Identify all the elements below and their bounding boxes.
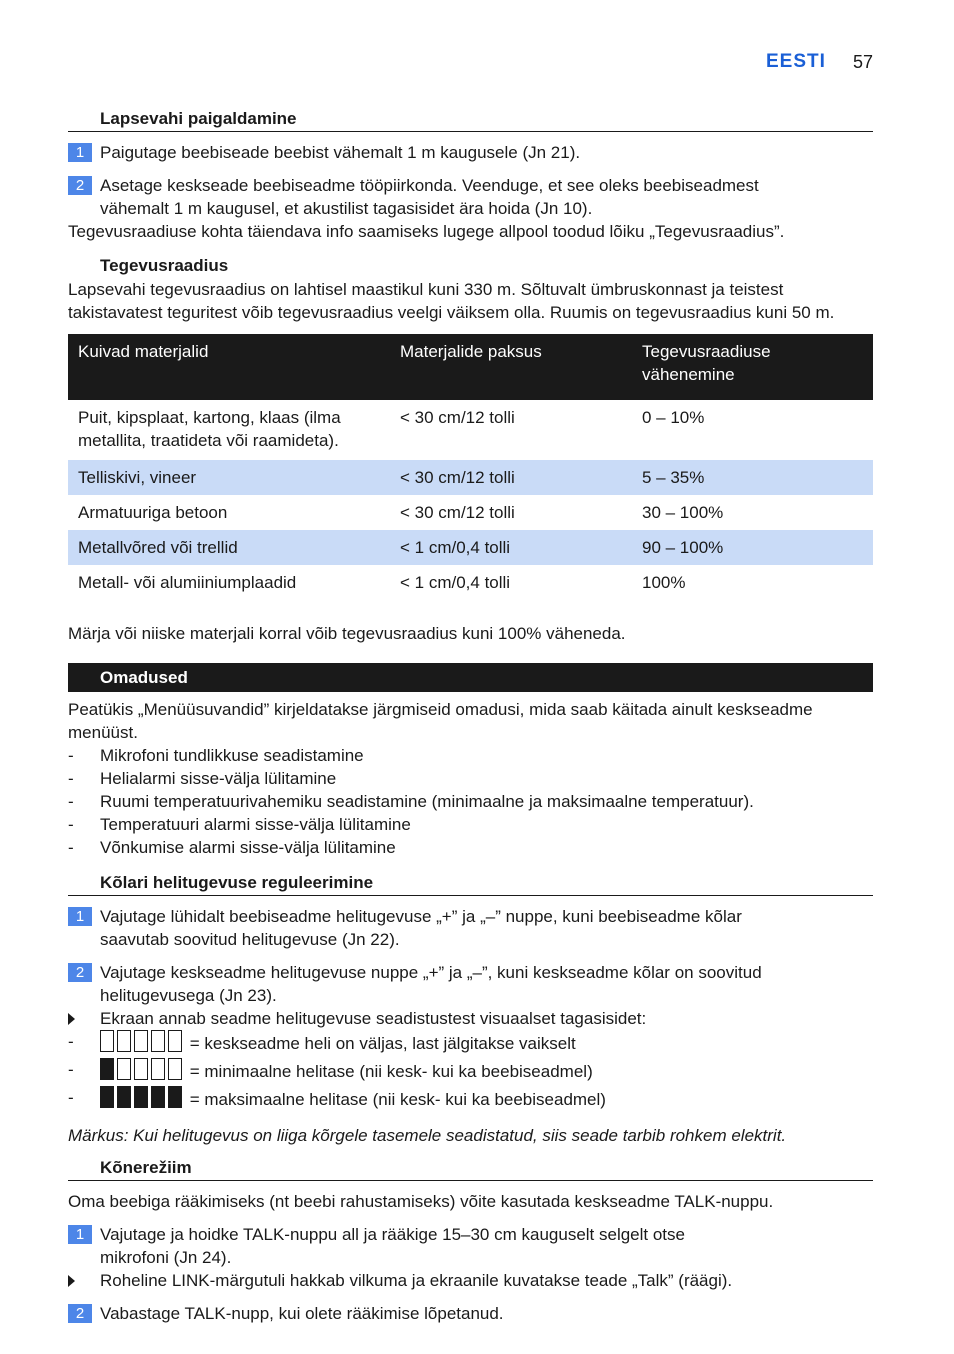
installation-step-1 xyxy=(68,141,873,164)
cell-reduction: 100% xyxy=(642,573,686,592)
feature-item-text: Temperatuuri alarmi sisse-välja lülitamine xyxy=(100,815,411,834)
cell-material: Telliskivi, vineer xyxy=(68,460,390,495)
cell-thickness: < 30 cm/12 tolli xyxy=(400,503,515,522)
step-text-line: vähemalt 1 m kaugusel, et akustilist tagasisidet ära hoida (Jn 10). xyxy=(100,199,593,218)
feature-item: - Võnkumise alarmi sisse-välja lülitamine xyxy=(68,838,396,857)
column-header-reduction xyxy=(632,334,873,400)
volume-bars-icon xyxy=(100,1058,185,1086)
volume-level-max: - = maksimaalne helitase (nii kesk- kui ka beebiseadmel) xyxy=(68,1086,873,1114)
talk-result-text: Roheline LINK-märgutuli hakkab vilkuma ja ekraanile kuvatakse teade „Talk” (räägi). xyxy=(100,1271,733,1290)
volume-bars-icon xyxy=(100,1030,185,1058)
feedback-result xyxy=(68,1007,873,1030)
cell-reduction: 0 – 10% xyxy=(642,408,705,427)
cell-line: metallita, traatideta või raamideta). xyxy=(78,431,339,450)
feature-item: - Ruumi temperatuurivahemiku seadistamine (minimaalne ja maksimaalne temperatuur). xyxy=(68,792,754,811)
features-text-line: menüüst. xyxy=(68,723,138,742)
step-number: 1 xyxy=(68,143,92,162)
feature-item-text: Helialarmi sisse-välja lülitamine xyxy=(100,769,337,788)
range-text-line: takistavatest teguritest võib tegevusraadius veelgi väiksem olla. Ruumis on tegevusraadius kuni 50 m. xyxy=(68,303,835,322)
feature-item: - Helialarmi sisse-välja lülitamine xyxy=(68,769,337,788)
section-title-talk-mode: Kõnerežiim xyxy=(68,1156,873,1181)
result-arrow-icon xyxy=(68,1013,75,1025)
cell-line: Puit, kipsplaat, kartong, klaas (ilma xyxy=(78,408,341,427)
page-number: 57 xyxy=(853,52,874,72)
cell-reduction: 5 – 35% xyxy=(632,460,873,495)
volume-step-2 xyxy=(68,961,873,1007)
result-arrow-icon xyxy=(68,1275,75,1287)
step-number: 1 xyxy=(68,907,92,926)
cell-thickness: < 1 cm/0,4 tolli xyxy=(400,573,511,592)
cell-thickness: < 30 cm/12 tolli xyxy=(390,460,632,495)
step-number: 2 xyxy=(68,176,92,195)
page-content xyxy=(68,107,873,1335)
volume-level-text: = minimaalne helitase (nii kesk- kui ka beebiseadmel) xyxy=(189,1062,593,1081)
step-number: 1 xyxy=(68,1225,92,1244)
step-text-line: Vajutage lühidalt beebiseadme helitugevuse „+” ja „–” nuppe, kuni beebiseadme kõlar xyxy=(100,907,742,926)
header-line: Tegevusraadiuse xyxy=(642,342,771,361)
column-header-thickness: Materjalide paksus xyxy=(390,334,632,400)
installation-step-2 xyxy=(68,174,873,220)
feedback-text: Ekraan annab seadme helitugevuse seadistustest visuaalset tagasisidet: xyxy=(100,1009,647,1028)
step-number: 2 xyxy=(68,1304,92,1323)
feature-item: - Mikrofoni tundlikkuse seadistamine xyxy=(68,746,364,765)
section-title-features: Omadused xyxy=(68,663,873,692)
table-row xyxy=(68,565,873,600)
step-text: Vabastage TALK-nupp, kui olete rääkimise lõpetanud. xyxy=(100,1304,504,1323)
materials-table xyxy=(68,334,873,600)
header-line: vähenemine xyxy=(642,365,735,384)
feature-item-text: Võnkumise alarmi sisse-välja lülitamine xyxy=(100,838,396,857)
cell-material: Metallvõred või trellid xyxy=(68,530,390,565)
cell-reduction: 90 – 100% xyxy=(632,530,873,565)
step-text-line: Vajutage ja hoidke TALK-nuppu all ja rääkige 15–30 cm kauguselt selgelt otse xyxy=(100,1225,685,1244)
volume-level-off: - = keskseadme heli on väljas, last jälgitakse vaikselt xyxy=(68,1030,873,1058)
volume-note: Märkus: Kui helitugevus on liiga kõrgele tasemele seadistatud, siis seade tarbib rohkem elektrit. xyxy=(68,1126,787,1145)
step-number: 2 xyxy=(68,963,92,982)
table-header-row xyxy=(68,334,873,400)
volume-level-text: = keskseadme heli on väljas, last jälgitakse vaikselt xyxy=(189,1034,576,1053)
step-text-line: saavutab soovitud helitugevuse (Jn 22). xyxy=(100,930,400,949)
step-text-line: Vajutage keskseadme helitugevuse nuppe „+” ja „–”, kuni keskseadme kõlar on soovitud xyxy=(100,963,762,982)
table-row xyxy=(68,400,873,460)
features-text-line: Peatükis „Menüüsuvandid” kirjeldatakse järgmiseid omadusi, mida saab käitada ainult keskseadme xyxy=(68,700,813,719)
talk-step-1 xyxy=(68,1223,873,1269)
step-text: Paigutage beebiseade beebist vähemalt 1 m kaugusele (Jn 21). xyxy=(100,143,581,162)
cell-thickness: < 1 cm/0,4 tolli xyxy=(390,530,632,565)
table-row xyxy=(68,460,873,495)
range-text-line: Lapsevahi tegevusraadius on lahtisel maastikul kuni 330 m. Sõltuvalt ümbruskonnast ja teistest xyxy=(68,280,784,299)
feature-item: - Temperatuuri alarmi sisse-välja lülitamine xyxy=(68,815,411,834)
feature-item-text: Ruumi temperatuurivahemiku seadistamine (minimaalne ja maksimaalne temperatuur). xyxy=(100,792,754,811)
cell-thickness: < 30 cm/12 tolli xyxy=(400,408,515,427)
language-label: EESTI xyxy=(766,51,826,72)
section-title-installation: Lapsevahi paigaldamine xyxy=(68,107,873,132)
volume-level-min: - = minimaalne helitase (nii kesk- kui ka beebiseadmel) xyxy=(68,1058,873,1086)
volume-level-text: = maksimaalne helitase (nii kesk- kui ka beebiseadmel) xyxy=(189,1090,606,1109)
feature-item-text: Mikrofoni tundlikkuse seadistamine xyxy=(100,746,364,765)
volume-bars-icon xyxy=(100,1086,185,1114)
range-info-text: Tegevusraadiuse kohta täiendava info saamiseks lugege allpool toodud lõiku „Tegevusraadius”. xyxy=(68,222,785,241)
step-text-line: helitugevusega (Jn 23). xyxy=(100,986,277,1005)
volume-step-1 xyxy=(68,905,873,951)
section-title-range: Tegevusraadius xyxy=(100,256,229,275)
wet-material-note: Märja või niiske materjali korral võib tegevusraadius kuni 100% väheneda. xyxy=(68,624,626,643)
table-row xyxy=(68,495,873,530)
cell-material: Armatuuriga betoon xyxy=(78,503,228,522)
talk-step-2 xyxy=(68,1302,873,1325)
step-text-line: mikrofoni (Jn 24). xyxy=(100,1248,232,1267)
table-row xyxy=(68,530,873,565)
cell-reduction: 30 – 100% xyxy=(642,503,724,522)
cell-material: Metall- või alumiiniumplaadid xyxy=(78,573,297,592)
step-text-line: Asetage keskseade beebiseadme tööpiirkonda. Veenduge, et see oleks beebiseadmest xyxy=(100,176,759,195)
cell-material xyxy=(68,400,390,460)
column-header-material: Kuivad materjalid xyxy=(68,334,390,400)
talk-result xyxy=(68,1269,873,1292)
talk-intro: Oma beebiga rääkimiseks (nt beebi rahustamiseks) võite kasutada keskseadme TALK-nuppu. xyxy=(68,1192,774,1211)
section-title-volume: Kõlari helitugevuse reguleerimine xyxy=(68,871,873,896)
